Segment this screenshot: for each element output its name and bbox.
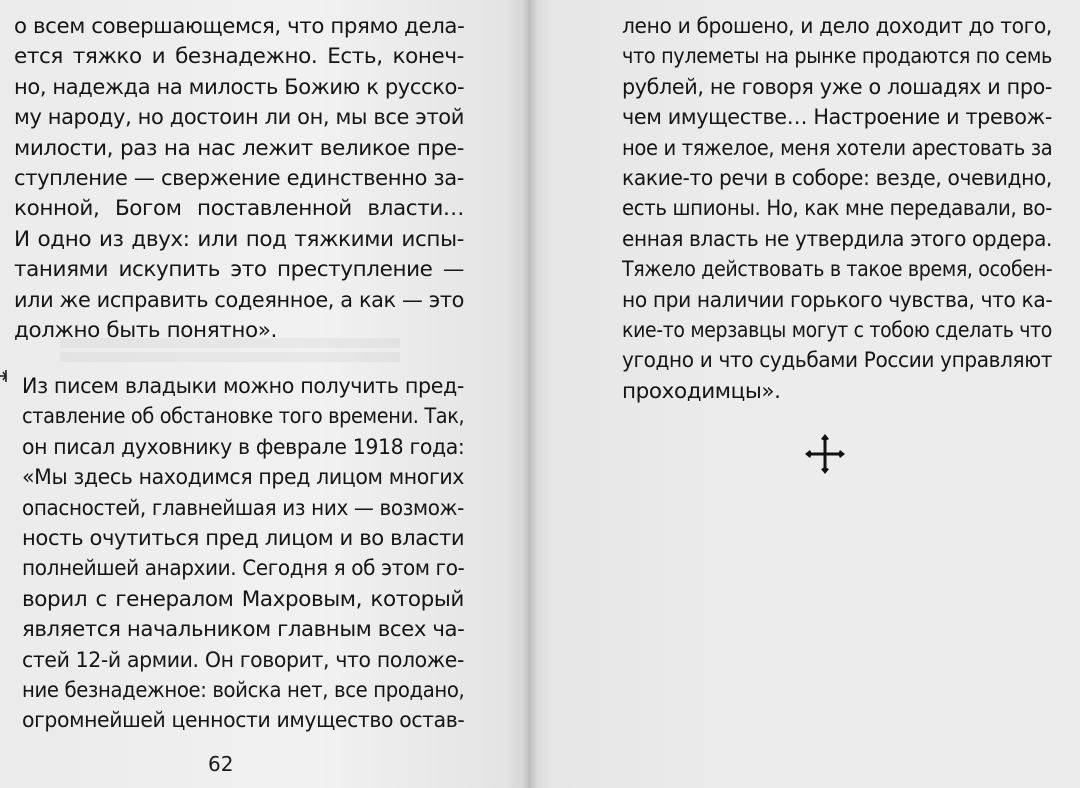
text-line: проходимцы».	[622, 378, 781, 404]
text-line: ется тяжко и безнадежно. Есть, конеч-	[14, 44, 464, 70]
text-line: ность очутиться пред лицом и во власти	[22, 526, 465, 552]
text-line: таниями искупить это преступление —	[14, 257, 464, 283]
book-gutter-shadow	[522, 0, 538, 788]
cross-ornament-icon	[804, 433, 846, 475]
text-line: милости, раз на нас лежит великое пре-	[14, 135, 464, 161]
text-line: ступление — свержение единственно за-	[14, 166, 465, 192]
page-number: 62	[208, 752, 234, 776]
text-line: му народу, но достоин ли он, мы все этой	[14, 105, 464, 131]
text-line: должно быть понятно».	[14, 318, 277, 344]
left-page	[0, 0, 530, 788]
text-line: есть шпионы. Но, как мне передавали, во-	[622, 196, 1052, 222]
show-through-shadow	[60, 352, 400, 362]
text-line: огромнейшей ценности имущество остав-	[22, 708, 465, 734]
text-line: является начальником главным всех ча-	[22, 617, 465, 643]
text-line: ное и тяжелое, меня хотели арестовать за	[622, 135, 1053, 161]
text-line: опасностей, главнейшая из них — возмож-	[22, 495, 465, 521]
right-paragraph-1	[622, 12, 1052, 407]
text-line: или же исправить содеянное, а как — это	[14, 287, 464, 313]
text-line: полнейшей анархии. Сегодня я об этом го-	[22, 556, 465, 582]
text-line: ние безнадежное: войска нет, все продано,	[22, 678, 465, 704]
text-line: он писал духовнику в феврале 1918 года:	[22, 434, 465, 460]
text-line: но, надежда на милость Божию к русско-	[14, 74, 465, 100]
left-paragraph-2	[22, 372, 464, 737]
text-line: о всем совершающемся, что прямо дела-	[14, 14, 465, 39]
text-line: кие-то мерзавцы могут с тобою сделать что	[622, 318, 1052, 344]
text-line: чем имуществе… Настроение и тревож-	[622, 105, 1053, 131]
text-line: Тяжело действовать в такое время, особен-	[622, 257, 1053, 283]
text-line: лено и брошено, и дело доходит до того,	[622, 14, 1052, 39]
text-line: Из писем владыки можно получить пред-	[22, 374, 465, 399]
text-line: но при наличии горького чувства, что ка-	[622, 287, 1053, 313]
right-page	[530, 0, 1080, 788]
left-paragraph-1	[14, 12, 464, 346]
text-line: ворил с генералом Махровым, который	[22, 586, 464, 612]
text-line: рублей, не говоря уже о лошадях и про-	[622, 74, 1052, 100]
text-line: И одно из двух: или под тяжкими испы-	[14, 226, 464, 252]
text-line: стей 12-й армии. Он говорит, что положе-	[22, 647, 464, 673]
text-line: ставление об обстановке того времени. Так,	[22, 404, 465, 430]
text-line: «Мы здесь находимся пред лицом многих	[22, 465, 465, 491]
text-line: что пулеметы на рынке продаются по семь	[622, 44, 1053, 70]
text-line: енная власть не утвердила этого ордера.	[622, 226, 1053, 252]
text-line: угодно и что судьбами России управляют	[622, 348, 1053, 374]
text-line: какие-то речи в соборе: везде, очевидно,	[622, 166, 1052, 192]
text-line: конной, Богом поставленной власти…	[14, 196, 464, 222]
margin-mark-icon	[0, 367, 10, 385]
